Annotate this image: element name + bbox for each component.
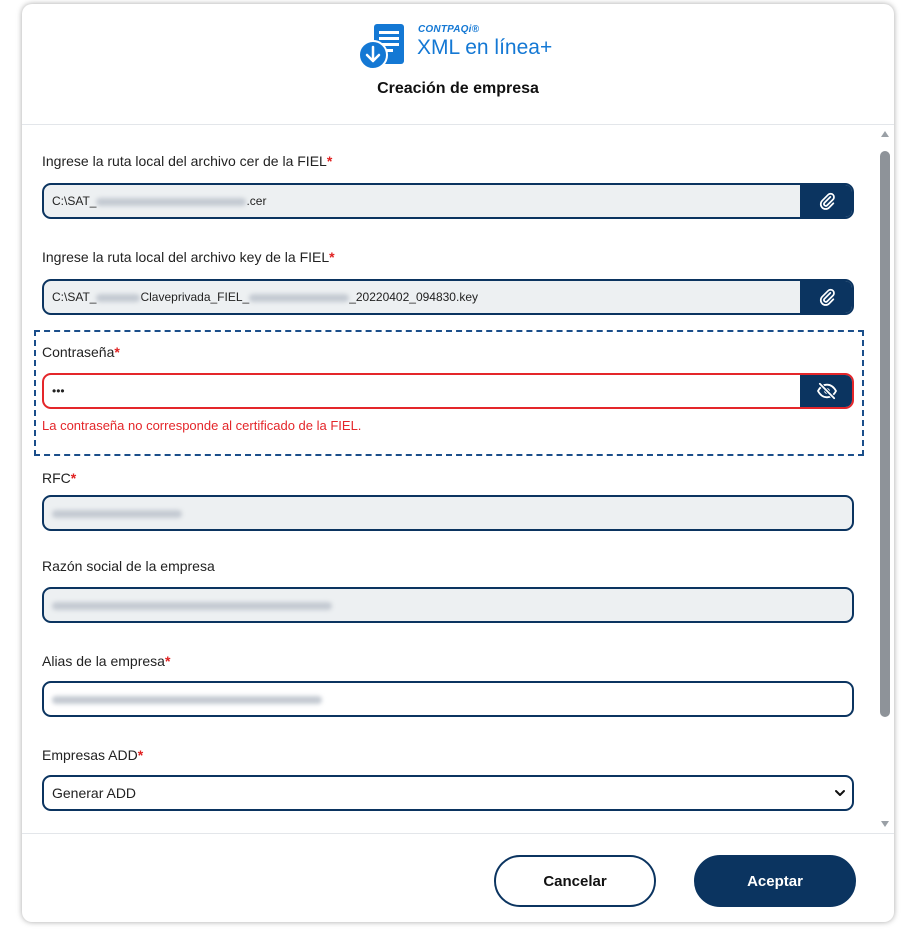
- password-label: Contraseña*: [42, 344, 120, 360]
- dialog-body[interactable]: [22, 125, 894, 833]
- chevron-down-icon: [834, 787, 846, 799]
- key-file-input[interactable]: C:\SAT_ Claveprivada_FIEL_ _20220402_094830.key: [42, 279, 854, 315]
- add-companies-label: Empresas ADD*: [42, 747, 144, 763]
- rfc-input[interactable]: [42, 495, 854, 531]
- redacted-text: [96, 198, 246, 206]
- company-alias-label: Alias de la empresa*: [42, 653, 171, 669]
- company-alias-input[interactable]: [42, 681, 854, 717]
- dialog-title: Creación de empresa: [377, 80, 539, 97]
- cer-file-label: Ingrese la ruta local del archivo cer de la FIEL*: [42, 153, 333, 169]
- toggle-password-visibility-button[interactable]: [800, 373, 854, 409]
- add-companies-select[interactable]: Generar ADD: [42, 775, 854, 811]
- required-mark: *: [164, 653, 171, 669]
- vertical-scrollbar[interactable]: [880, 129, 890, 829]
- required-mark: *: [326, 153, 333, 169]
- redacted-text: [52, 510, 182, 518]
- dialog-footer: [22, 833, 894, 922]
- cancel-button[interactable]: Cancelar: [494, 855, 656, 907]
- password-error-message: La contraseña no corresponde al certificado de la FIEL.: [42, 418, 362, 433]
- company-name-input[interactable]: [42, 587, 854, 623]
- cer-attach-button[interactable]: [800, 183, 854, 219]
- key-attach-button[interactable]: [800, 279, 854, 315]
- xml-document-download-icon: [356, 22, 412, 72]
- scroll-up-arrow-icon[interactable]: [881, 131, 889, 137]
- eye-slash-icon: [816, 382, 838, 400]
- scroll-down-arrow-icon[interactable]: [881, 821, 889, 827]
- paperclip-icon: [818, 192, 836, 210]
- accept-button[interactable]: Aceptar: [694, 855, 856, 907]
- required-mark: *: [137, 747, 144, 763]
- dialog-header: [22, 4, 894, 125]
- redacted-text: [96, 294, 140, 302]
- required-mark: *: [329, 249, 335, 265]
- paperclip-icon: [818, 288, 836, 306]
- rfc-label: RFC*: [42, 470, 77, 486]
- key-file-label: Ingrese la ruta local del archivo key de la FIEL*: [42, 249, 335, 265]
- required-mark: *: [114, 344, 120, 360]
- create-company-dialog: [22, 4, 894, 922]
- scrollbar-thumb[interactable]: [880, 151, 890, 717]
- product-name: XML en línea+: [417, 36, 553, 59]
- password-input[interactable]: •••: [42, 373, 854, 409]
- brand-name: CONTPAQi®: [418, 24, 480, 35]
- required-mark: *: [70, 470, 77, 486]
- cer-file-input[interactable]: C:\SAT_ .cer: [42, 183, 854, 219]
- redacted-text: [52, 696, 322, 704]
- redacted-text: [52, 602, 332, 610]
- company-name-label: Razón social de la empresa: [42, 558, 215, 574]
- redacted-text: [249, 294, 349, 302]
